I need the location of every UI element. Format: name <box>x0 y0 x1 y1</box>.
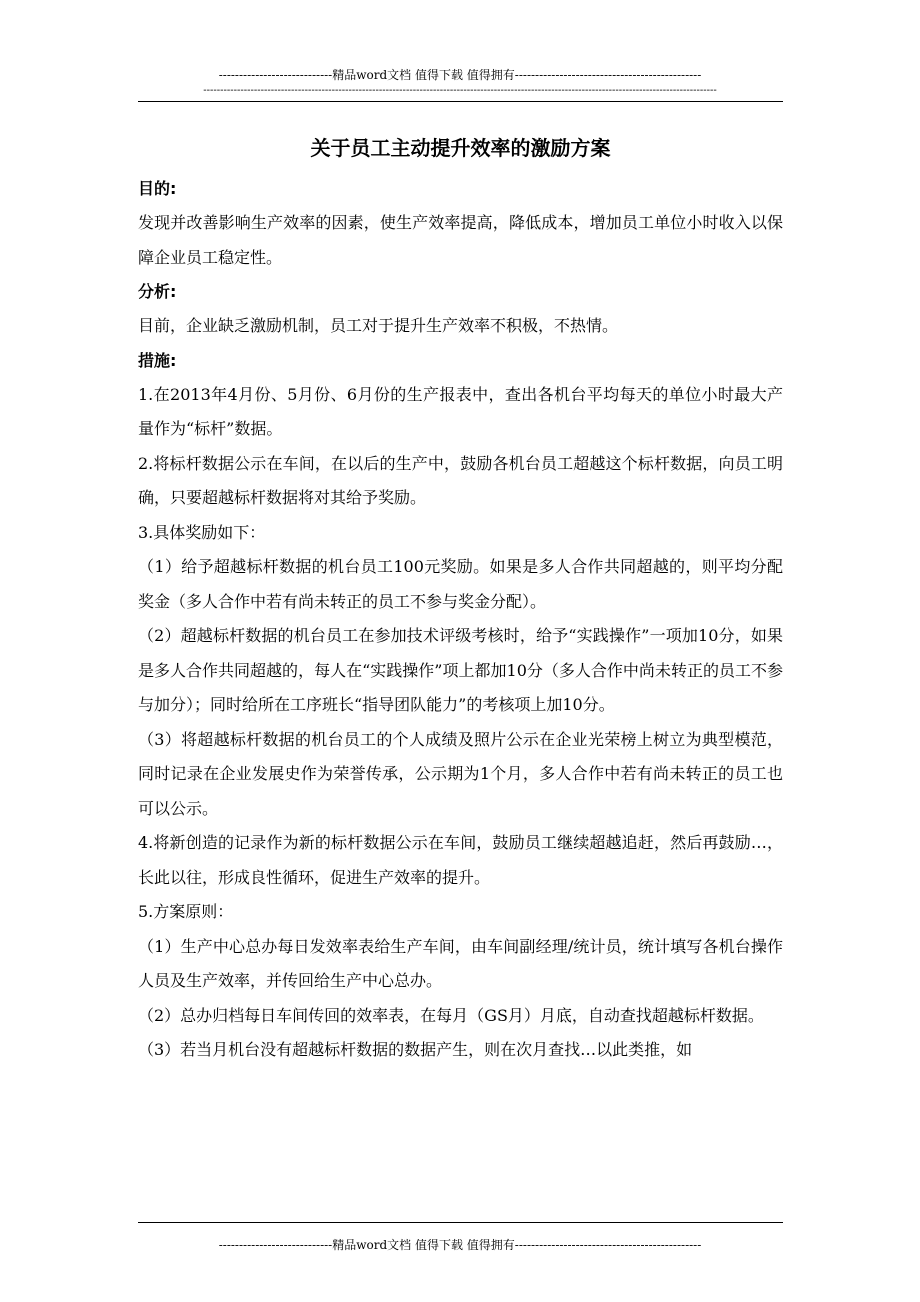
paragraph-analysis: 目前，企业缺乏激励机制，员工对于提升生产效率不积极，不热情。 <box>138 316 619 335</box>
paragraph-measure-4: 4.将新创造的记录作为新的标杆数据公示在车间，鼓励员工继续超越追赶，然后再鼓励…，长此以往，形成良性循环，促进生产效率的提升。 <box>138 833 783 887</box>
paragraph-principle-3: （3）若当月机台没有超越标杆数据的数据产生，则在次月查找…以此类推，如 <box>138 1040 693 1059</box>
document-title: 关于员工主动提升效率的激励方案 <box>310 136 611 160</box>
paragraph-measure-3: 3.具体奖励如下： <box>138 522 266 542</box>
section-heading-purpose: 目的: <box>138 179 177 198</box>
document-body <box>138 128 783 1068</box>
page-footer-text: ----------------------------精品word文档 值得下载 值得拥有---------------------------------------------- <box>218 1238 702 1252</box>
paragraph-principle-2: （2）总办归档每日车间传回的效率表，在每月（GS月）月底，自动查找超越标杆数据。 <box>138 1005 764 1025</box>
page-header-dashes: -------------------------------------------------------------------------------------------------------------------------------------------------------- <box>203 85 717 96</box>
paragraph-purpose: 发现并改善影响生产效率的因素，使生产效率提高，降低成本，增加员工单位小时收入以保障企业员工稳定性。 <box>138 213 783 267</box>
paragraph-measure-1: 1.在2013年4月份、5月份、6月份的生产报表中，查出各机台平均每天的单位小时最大产量作为“标杆”数据。 <box>138 384 783 438</box>
footer-divider <box>138 1222 783 1223</box>
paragraph-reward-1: （1）给予超越标杆数据的机台员工100元奖励。如果是多人合作共同超越的，则平均分配奖金（多人合作中若有尚未转正的员工不参与奖金分配）。 <box>138 557 783 611</box>
paragraph-reward-3: （3）将超越标杆数据的机台员工的个人成绩及照片公示在企业光荣榜上树立为典型模范，同时记录在企业发展史作为荣誉传承，公示期为1个月，多人合作中若有尚未转正的员工也可以公示。 <box>138 729 783 818</box>
paragraph-measure-5: 5.方案原则： <box>138 902 234 921</box>
paragraph-reward-2: （2）超越标杆数据的机台员工在参加技术评级考核时，给予“实践操作”一项加10分，如果是多人合作共同超越的，每人在“实践操作”项上都加10分（多人合作中尚未转正的员工不参与加分）；同时给所在工序班长“指导团队能力”的考核项上加10分。 <box>138 626 783 714</box>
section-heading-measures: 措施: <box>138 350 177 370</box>
page-header-text: ----------------------------精品word文档 值得下载 值得拥有---------------------------------------------- <box>218 68 702 82</box>
paragraph-measure-2: 2.将标杆数据公示在车间，在以后的生产中，鼓励各机台员工超越这个标杆数据，向员工明确，只要超越标杆数据将对其给予奖励。 <box>138 453 783 507</box>
header-divider <box>138 101 783 102</box>
section-heading-analysis: 分析: <box>138 282 177 301</box>
paragraph-principle-1: （1）生产中心总办每日发效率表给生产车间，由车间副经理/统计员，统计填写各机台操作人员及生产效率，并传回给生产中心总办。 <box>138 936 783 990</box>
